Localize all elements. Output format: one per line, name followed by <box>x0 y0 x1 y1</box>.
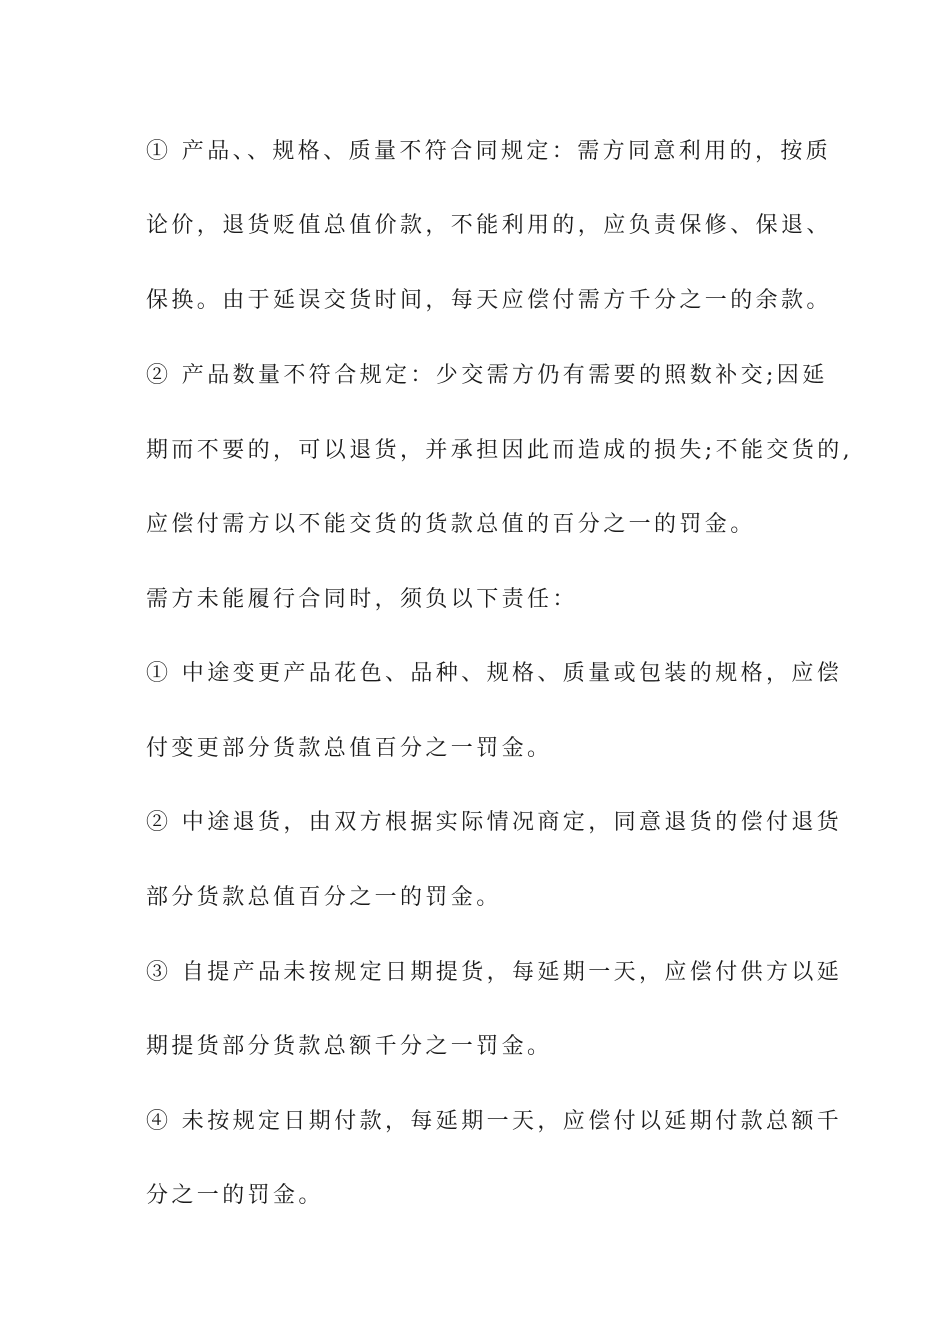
text-line: ② 产品数量不符合规定：少交需方仍有需要的照数补交;因延 <box>146 363 828 388</box>
text-line: ③ 自提产品未按规定日期提货，每延期一天，应偿付供方以延 <box>146 960 843 985</box>
text-line: 分之一的罚金。 <box>146 1183 324 1208</box>
text-line: 期而不要的，可以退货，并承担因此而造成的损失;不能交货的, <box>146 438 854 463</box>
text-line: 应偿付需方以不能交货的货款总值的百分之一的罚金。 <box>146 512 756 537</box>
text-line: 保换。由于延误交货时间，每天应偿付需方千分之一的余款。 <box>146 288 832 313</box>
text-line: 需方未能履行合同时，须负以下责任： <box>146 587 578 612</box>
text-line: 部分货款总值百分之一的罚金。 <box>146 885 502 910</box>
text-line: 付变更部分货款总值百分之一罚金。 <box>146 736 553 761</box>
text-line: ① 产品、、规格、质量不符合同规定：需方同意利用的，按质 <box>146 139 832 164</box>
text-line: ② 中途退货，由双方根据实际情况商定，同意退货的偿付退货 <box>146 810 843 835</box>
text-line: ① 中途变更产品花色、品种、规格、质量或包装的规格，应偿 <box>146 661 843 686</box>
text-line: 论价，退货贬值总值价款，不能利用的，应负责保修、保退、 <box>146 213 832 238</box>
text-line: ④ 未按规定日期付款，每延期一天，应偿付以延期付款总额千 <box>146 1109 843 1134</box>
text-line: 期提货部分货款总额千分之一罚金。 <box>146 1034 553 1059</box>
